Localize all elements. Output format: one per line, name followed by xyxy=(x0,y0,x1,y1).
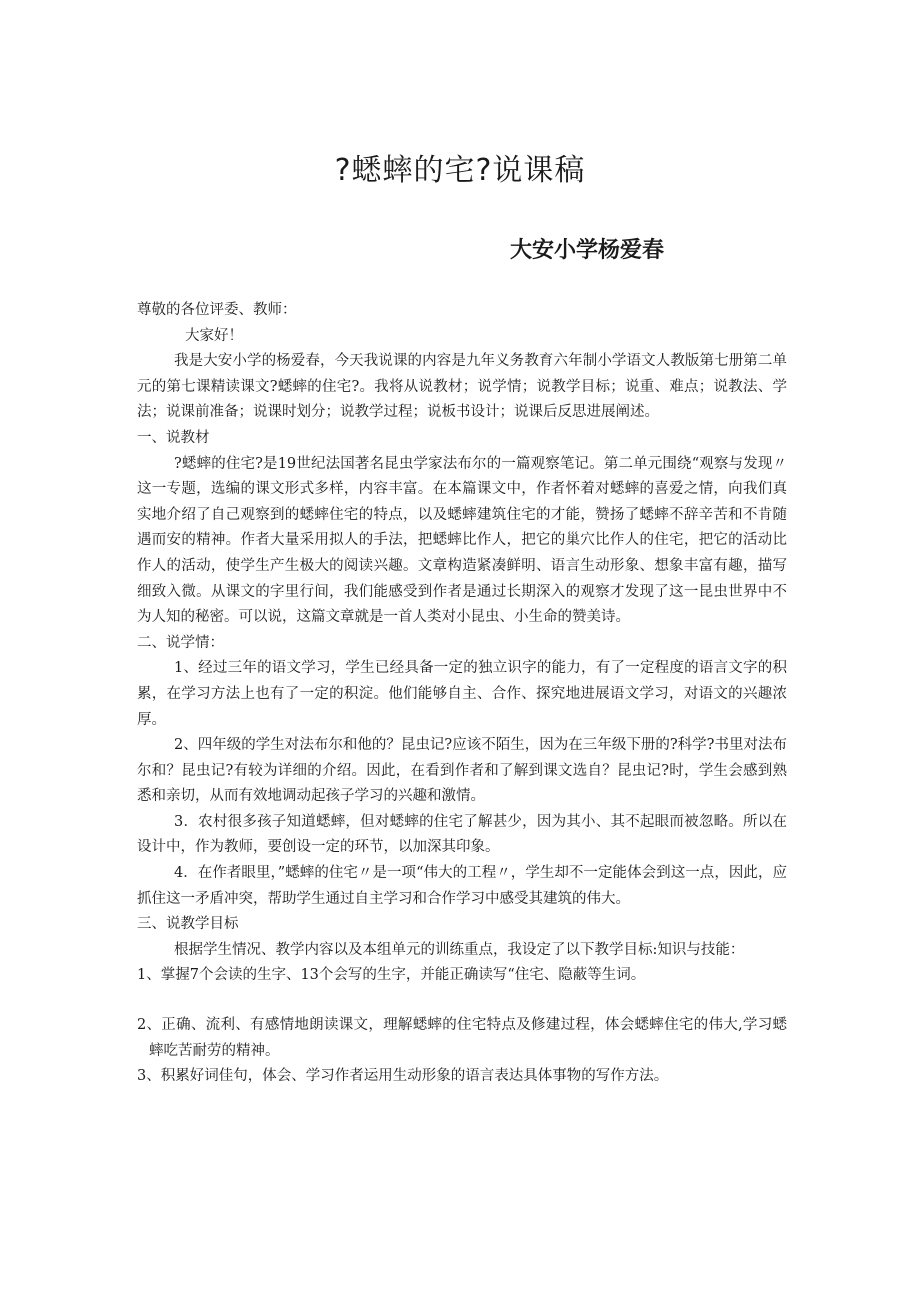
document-body xyxy=(137,298,787,1090)
intro-paragraph: 我是大安小学的杨爱春，今天我说课的内容是九年义务教育六年制小学语文人教版第七册第二单元的第七课精读课文?蟋蟀的住宅?。我将从说教材；说学情；说教学目标；说重、难点；说教法、学法；说课前准备；说课时划分；说教学过程；说板书设计；说课后反思进展阐述。 xyxy=(137,353,787,421)
objective-item-1: 1、掌握7个会读的生字、13个会写的生字，并能正确读写“住宅、隐蔽等生词。 xyxy=(137,967,646,984)
author-line: 大安小学杨爱春 xyxy=(510,238,665,263)
objectives-intro: 根据学生情况、教学内容以及本组单元的训练重点，我设定了以下教学目标:知识与技能： xyxy=(174,941,745,958)
greeting: 大家好！ xyxy=(185,327,243,344)
spacer xyxy=(137,989,787,1013)
student-analysis-item-2: 2、四年级的学生对法布尔和他的？昆虫记?应该不陌生，因为在三年级下册的?科学?书里对法布尔和？昆虫记?有较为详细的介绍。因此，在看到作者和了解到课文选自？昆虫记?时，学生会感到熟悉和亲切，从而有效地调动起孩子学习的兴趣和激情。 xyxy=(137,737,787,805)
objective-item-3: 3、积累好词佳句，体会、学习作者运用生动形象的语言表达具体事物的写作方法。 xyxy=(137,1068,669,1085)
document-title: ?蟋蟀的宅?说课稿 xyxy=(334,153,586,188)
student-analysis-item-4: 4．在作者眼里，”蟋蟀的住宅〃是一项“伟大的工程〃，学生却不一定能体会到这一点，因此，应抓住这一矛盾冲突，帮助学生通过自主学习和合作学习中感受其建筑的伟大。 xyxy=(137,865,787,907)
salutation: 尊敬的各位评委、教师： xyxy=(137,302,297,318)
section-heading-2: 二、说学情： xyxy=(137,634,224,651)
section-heading-1: 一、说教材 xyxy=(137,429,210,446)
objective-item-2: 2、正确、流利、有感情地朗读课文，理解蟋蟀的住宅特点及修建过程，体会蟋蟀住宅的伟大,学习蟋蟀吃苦耐劳的精神。 xyxy=(137,1017,787,1059)
section-heading-3: 三、说教学目标 xyxy=(137,916,239,933)
textbook-paragraph: ?蟋蟀的住宅?是19世纪法国著名昆虫学家法布尔的一篇观察笔记。第二单元围绕“观察与发现〃这一专题，选编的课文形式多样，内容丰富。在本篇课文中，作者怀着对蟋蟀的喜爱之情，向我们真实地介绍了自己观察到的蟋蟀住宅的特点，以及蟋蟀建筑住宅的才能，赞扬了蟋蟀不辞辛苦和不肯随遇而安的精神。作者大量采用拟人的手法，把蟋蟀比作人，把它的巢穴比作人的住宅，把它的活动比作人的活动，使学生产生极大的阅读兴趣。文章构造紧凑鲜明、语言生动形象、想象丰富有趣，描写细致入微。从课文的字里行间，我们能感受到作者是通过长期深入的观察才发现了这一昆虫世界中不为人知的秘密。可以说，这篇文章就是一首人类对小昆虫、小生命的赞美诗。 xyxy=(137,455,787,626)
student-analysis-item-3: 3．农村很多孩子知道蟋蟀，但对蟋蟀的住宅了解甚少，因为其小、其不起眼而被忽略。所以在设计中，作为教师，要创设一定的环节，以加深其印象。 xyxy=(137,813,787,856)
student-analysis-item-1: 1、经过三年的语文学习，学生已经具备一定的独立识字的能力，有了一定程度的语言文字的积累，在学习方法上也有了一定的积淀。他们能够自主、合作、探究地进展语文学习，对语文的兴趣浓厚。 xyxy=(137,660,787,728)
